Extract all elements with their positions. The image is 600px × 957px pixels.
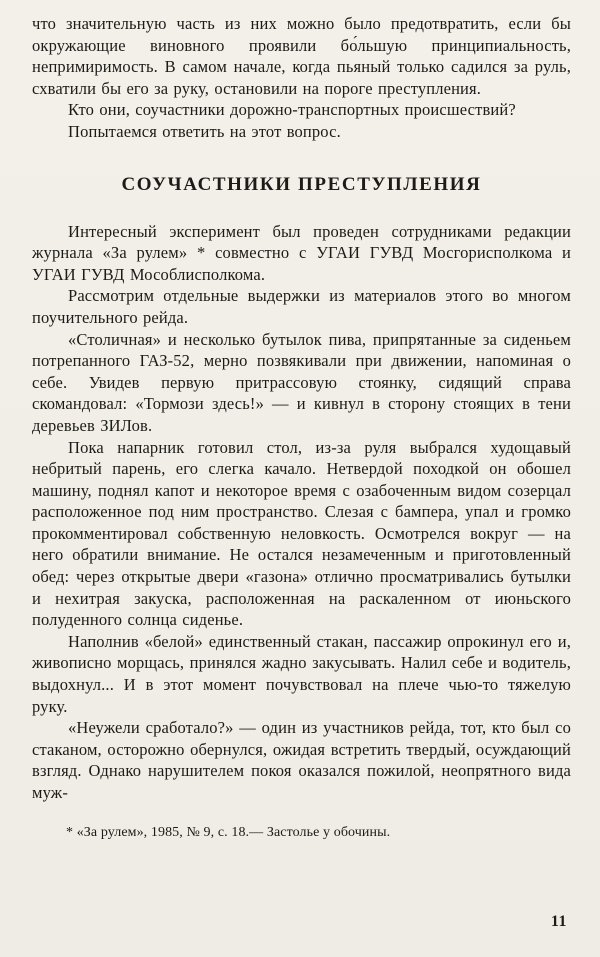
body-paragraph: Пока напарник готовил стол, из-за руля выбрался худощавый небритый парень, его слегка качало. Нетвердой походкой он обошел машину, поднял капот и некоторое время с озабоченным видом созерцал расположенное под ним пространство. Слезая с бампера, упал и громко прокомментировал собственную неловкость. Осмотрелся вокруг — на него обратили внимание. Не остался незамеченным и приготовленный обед: через открытые двери «газона» отлично просматривались бутылки и нехитрая закуска, расположенная на раскаленном от июньского полуденного солнца сиденье. (32, 437, 571, 630)
chapter-heading: СОУЧАСТНИКИ ПРЕСТУПЛЕНИЯ (121, 173, 482, 195)
continuation-paragraph: Попытаемся ответить на этот вопрос. (68, 121, 341, 141)
continuation-paragraph: Кто они, соучастники дорожно-транспортных происшествий? (68, 100, 516, 120)
body-paragraph: Наполнив «белой» единственный стакан, пассажир опрокинул его и, живописно морщась, принялся жадно закусывать. Налил себе и водитель, выдохнул... И в этот момент почувствовал на плече чью-то тяжелую руку. (32, 631, 571, 716)
body-paragraph: «Неужели сработало?» — один из участников рейда, тот, кто был со стаканом, осторожно обернулся, ожидая встретить твердый, осуждающий взгляд. Однако нарушителем покоя оказался пожилой, неопрятного вида муж- (32, 718, 571, 802)
continuation-paragraph: что значительную часть из них можно было предотвратить, если бы окружающие виновного проявили бо́льшую принципиальность, непримиримость. В самом начале, когда пьяный только садился за руль, схватили бы его за руку, остановили на пороге преступления. (32, 14, 571, 98)
body-paragraph: Интересный эксперимент был проведен сотрудниками редакции журнала «За рулем» * совместно с УГАИ ГУВД Мосгорисполкома и УГАИ ГУВД Мособлисполкома. (32, 221, 571, 284)
body-paragraph: Рассмотрим отдельные выдержки из материалов этого во многом поучительного рейда. (32, 286, 571, 327)
footnote: * «За рулем», 1985, № 9, с. 18.— Застолье у обочины. (66, 824, 391, 840)
page-number: 11 (550, 913, 567, 930)
body-paragraph: «Столичная» и несколько бутылок пива, припрятанные за сиденьем потрепанного ГАЗ-52, мерно позвякивали при движении, напоминая о себе. Увидев первую притрассовую стоянку, сидящий справа скомандовал: «Тормози здесь!» — и кивнул в сторону стоящих в тени деревьев ЗИЛов. (32, 329, 571, 435)
